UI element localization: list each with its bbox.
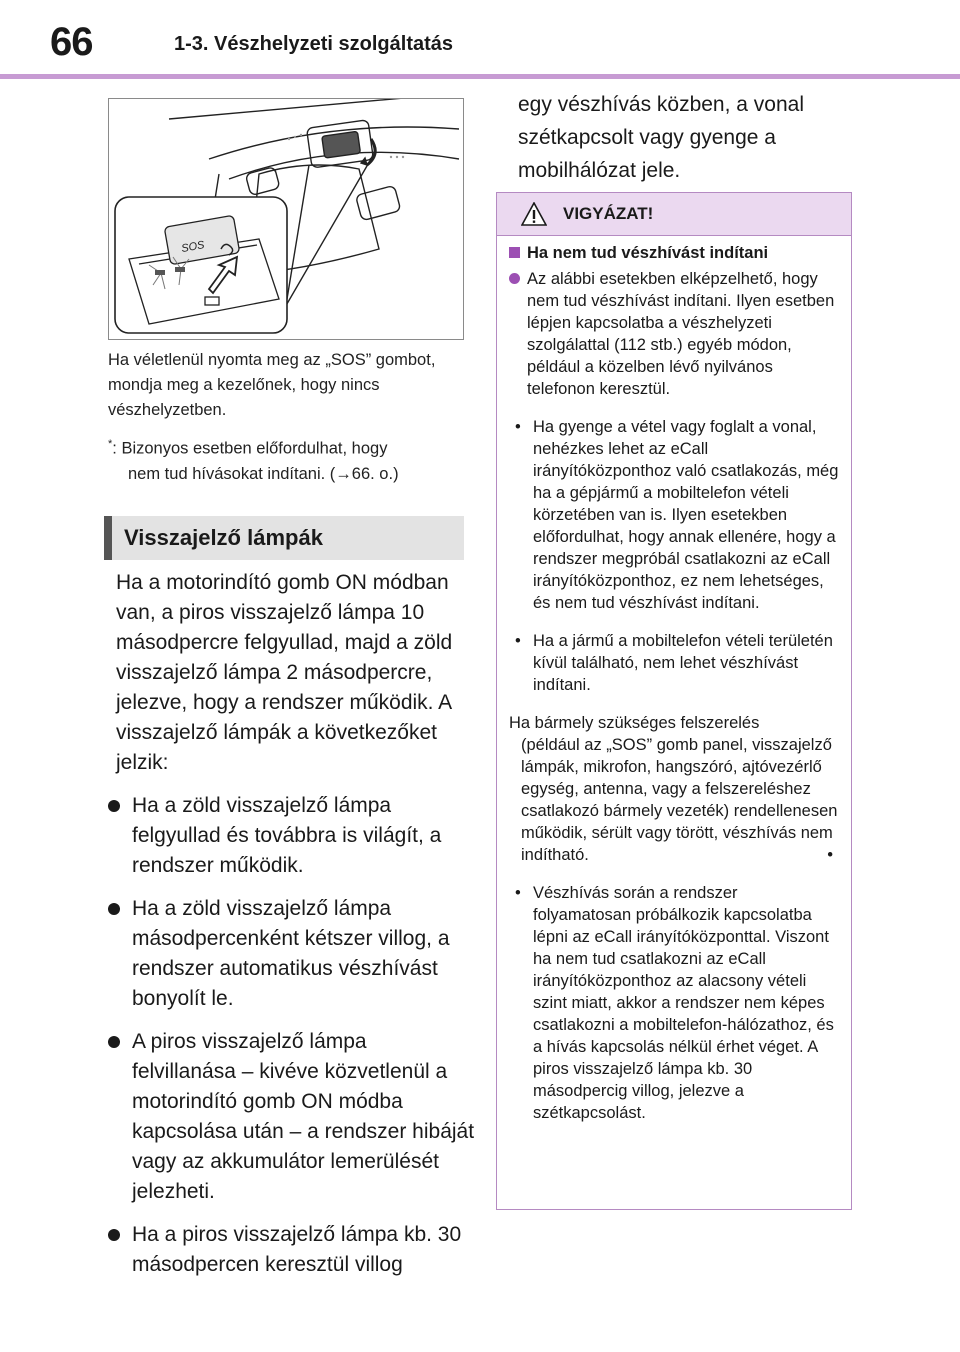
warning-body: [497, 242, 851, 1124]
bullet-icon: •: [515, 884, 521, 902]
header-rule: [0, 74, 960, 79]
intro-paragraph: Ha a motorindító gomb ON módban van, a piros visszajelző lámpa 10 másodpercre felgyullad, majd a zöld visszajelző lámpa 2 másodpercre, jelezve, hogy a rendszer működik. A visszajelző lámpák a következőket jelzik:: [116, 571, 453, 774]
warning-heading-text: Ha nem tud vészhívást indítani: [527, 244, 769, 262]
warning-title: VIGYÁZAT!: [563, 204, 654, 223]
warning-box: [496, 192, 852, 1210]
indicator-lamps-body: [116, 568, 476, 1280]
warning-item-text: Ha gyenge a vétel vagy foglalt a vonal, nehézkes lehet az eCall irányítóközponthoz való csatlakozás, még ha a gépjármű a mobiltelefon vételi körzetében van is. Ilyen esetekben előfordulhat, hogy annak ellenére, hogy a rendszer megpróbál csatlakozni az eCall irányítóközponthoz, ez nem lehetséges, és nem tud vészhívást indítani.: [533, 418, 839, 612]
sos-button-label: SOS: [180, 239, 206, 256]
list-item: Ha a zöld visszajelző lámpa másodpercenként kétszer villog, a rendszer automatikus vészhívást bonyolít le.: [116, 894, 476, 1014]
square-bullet-icon: [509, 247, 520, 258]
footnote-line-2: nem tud hívásokat indítani. (→66. o.): [128, 464, 399, 483]
warning-item: [509, 416, 839, 614]
warning-paragraph: [509, 712, 839, 866]
bullet-icon: •: [515, 418, 521, 436]
footnote: [108, 432, 468, 487]
console-drawing: [109, 99, 463, 339]
indicator-bullet-list: [116, 791, 476, 1280]
warning-item: [509, 630, 839, 696]
circle-bullet-icon: [509, 273, 520, 284]
bullet-icon: •: [515, 632, 521, 650]
bullet-continuation: egy vészhívás közben, a vonal szétkapcsolt vagy gyenge a mobilhálózat jele.: [518, 93, 805, 182]
warning-heading: [509, 242, 839, 264]
list-item: Ha a piros visszajelző lámpa kb. 30 másodpercen keresztül villog: [116, 1220, 476, 1280]
footnote-line-1: : Bizonyos esetben előfordulhat, hogy: [112, 439, 388, 458]
overhead-console-illustration: [108, 98, 464, 340]
footnote-mark: *: [108, 438, 113, 450]
list-item: A piros visszajelző lámpa felvillanása – kivéve közvetlenül a motorindító gomb ON módba kapcsolása után – a rendszer hibáját vagy az akkumulátor lemerülését jelezheti.: [116, 1027, 476, 1207]
warning-triangle-icon: [521, 202, 547, 226]
list-item: Ha a zöld visszajelző lámpa felgyullad és továbbra is világít, a rendszer működik.: [116, 791, 476, 881]
warning-paragraph-first: Ha bármely szükséges felszerelés: [509, 714, 760, 732]
section-title: 1-3. Vészhelyzeti szolgáltatás: [174, 33, 454, 55]
warning-paragraph-rest: (például az „SOS” gomb panel, visszajelző lámpák, mikrofon, hangszóró, ajtóvezérlő egység, antenna, vagy a felszereléshez csatlakozó bármely vezeték) rendellenesen működik, sérült vagy törött, vészhívás nem indítható.: [521, 736, 838, 864]
figure-caption: Ha véletlenül nyomta meg az „SOS” gombot, mondja meg a kezelőnek, hogy nincs vészhelyzetben.: [108, 351, 436, 419]
page-header: [0, 0, 960, 80]
warning-paragraph-text: [509, 734, 839, 866]
warning-item-text: Ha a jármű a mobiltelefon vételi területén kívül található, nem lehet vészhívást indítani.: [533, 632, 833, 694]
warning-header: [497, 193, 851, 236]
warning-circle-text: Az alábbi esetekben elképzelhető, hogy nem tud vészhívást indítani. Ilyen esetben lépjen kapcsolatba a vészhelyzeti szolgálattal (112 stb.) egyéb módon, például a közelben lévő nyilvános telefonon keresztül.: [527, 270, 835, 398]
page-number: 66: [50, 20, 93, 64]
warning-item-text: Vészhívás során a rendszer folyamatosan próbálkozik kapcsolatba lépni az eCall irányítóközponttal. Viszont ha nem tud csatlakozni az eCall irányítóközponthoz az alacsony vételi szint miatt, akkor a rendszer nem képes csatlakozni a mobiltelefon-hálózathoz, és a hívás kapcsolás nélkül érhet véget. A piros visszajelző lámpa kb. 30 másodpercig villog, jelezve a szétkapcsolást.: [533, 884, 834, 1122]
continued-marker: •: [827, 846, 833, 864]
warning-circle-item: [509, 268, 839, 400]
warning-item: [509, 882, 839, 1124]
subheading-indicator-lamps: Visszajelző lámpák: [104, 516, 464, 560]
